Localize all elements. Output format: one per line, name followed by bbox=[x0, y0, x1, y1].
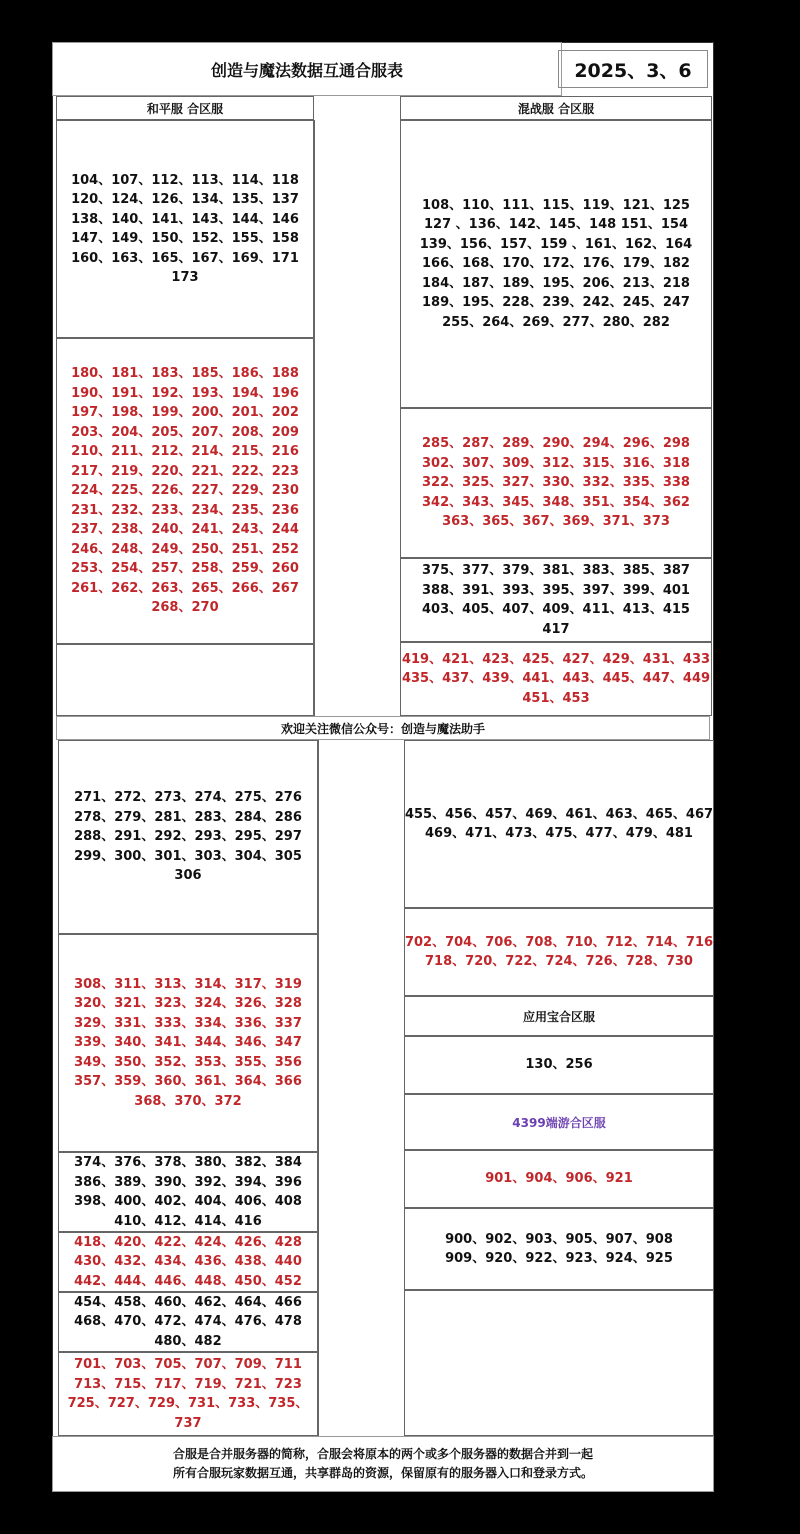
server-line: 231、232、233、234、235、236 bbox=[71, 502, 299, 518]
server-line: 468、470、472、474、476、478 bbox=[74, 1314, 302, 1330]
server-list bbox=[68, 1355, 309, 1433]
server-line: 430、432、434、436、438、440 bbox=[74, 1254, 302, 1270]
s4399-header: 4399端游合区服 bbox=[512, 1115, 606, 1130]
peace-bottom-block-1 bbox=[58, 740, 318, 934]
server-line: 725、727、729、731、733、735、 bbox=[67, 1396, 309, 1411]
peace-bottom-block-2 bbox=[58, 934, 318, 1152]
server-line: 268、270 bbox=[151, 600, 219, 616]
yyb-block bbox=[404, 1036, 714, 1094]
server-line: 173 bbox=[171, 270, 199, 285]
server-line: 480、482 bbox=[154, 1333, 222, 1349]
server-line: 718、720、722、724、726、728、730 bbox=[425, 954, 693, 969]
server-line: 322、325、327、330、332、335、338 bbox=[422, 475, 690, 491]
server-line: 701、703、705、707、709、711 bbox=[74, 1357, 302, 1372]
server-line: 374、376、378、380、382、384 bbox=[74, 1155, 302, 1170]
server-line: 386、389、390、392、394、396 bbox=[74, 1174, 302, 1190]
divider-line bbox=[314, 120, 315, 716]
server-line: 900、902、903、905、907、908 bbox=[445, 1231, 673, 1247]
server-line: 329、331、333、334、336、337 bbox=[74, 1015, 302, 1031]
server-line: 147、149、150、152、155、158 bbox=[71, 231, 299, 246]
server-list bbox=[485, 1169, 633, 1189]
war-bottom-block-1 bbox=[404, 740, 714, 908]
server-line: 104、107、112、113、114、118 bbox=[71, 172, 299, 188]
server-line: 403、405、407、409、411、413、415 bbox=[422, 602, 690, 617]
server-line: 375、377、379、381、383、385、387 bbox=[422, 563, 690, 578]
server-list bbox=[74, 975, 302, 1112]
server-line: 455、456、457、469、461、463、465、467 bbox=[404, 806, 714, 822]
s4399-blank-cell bbox=[404, 1290, 714, 1436]
server-line: 127 、136、142、145、148 151、154 bbox=[423, 217, 688, 233]
server-list bbox=[74, 1153, 302, 1231]
server-list bbox=[74, 1233, 302, 1292]
server-line: 454、458、460、462、464、466 bbox=[74, 1294, 302, 1310]
peace-bottom-block-5 bbox=[58, 1292, 318, 1352]
divider-line bbox=[318, 740, 319, 1436]
peace-top-block-3 bbox=[56, 644, 314, 716]
server-line: 160、163、165、167、169、171 bbox=[71, 250, 299, 266]
server-line: 388、391、393、395、397、399、401 bbox=[422, 582, 690, 598]
server-line: 120、124、126、134、135、137 bbox=[71, 192, 299, 207]
s4399-header-cell bbox=[404, 1094, 714, 1150]
server-line: 702、704、706、708、710、712、714、716 bbox=[404, 934, 714, 950]
server-line: 368、370、372 bbox=[134, 1093, 242, 1109]
war-header-cell bbox=[400, 96, 712, 120]
follow-text: 欢迎关注微信公众号：创造与魔法助手 bbox=[280, 721, 485, 736]
war-bottom-block-2 bbox=[404, 908, 714, 996]
footer-cell bbox=[52, 1436, 714, 1492]
server-line: 419、421、423、425、427、429、431、433 bbox=[401, 651, 711, 667]
server-line: 166、168、170、172、176、179、182 bbox=[422, 256, 690, 272]
peace-top-block-2 bbox=[56, 338, 314, 644]
war-top-block-1 bbox=[400, 120, 712, 408]
server-line: 189、195、228、239、242、245、247 bbox=[422, 295, 690, 311]
server-line: 130、256 bbox=[525, 1057, 593, 1073]
follow-banner bbox=[56, 716, 710, 740]
server-line: 253、254、257、258、259、260 bbox=[71, 561, 299, 577]
peace-top-block-1 bbox=[56, 120, 314, 338]
server-list bbox=[405, 933, 713, 972]
server-line: 339、340、341、344、346、347 bbox=[74, 1035, 302, 1051]
server-list bbox=[74, 1293, 302, 1352]
yyb-header-cell bbox=[404, 996, 714, 1036]
server-list bbox=[74, 788, 302, 886]
server-line: 190、191、192、193、194、196 bbox=[71, 385, 299, 401]
server-line: 306 bbox=[174, 868, 202, 884]
server-line: 342、343、345、348、351、354、362 bbox=[422, 494, 690, 510]
server-line: 357、359、360、361、364、366 bbox=[74, 1074, 302, 1090]
date-label: 2025、3、6 bbox=[574, 59, 692, 82]
war-header: 混战服 合区服 bbox=[517, 101, 595, 116]
server-line: 278、279、281、283、284、286 bbox=[74, 809, 302, 825]
server-line: 288、291、292、293、295、297 bbox=[74, 829, 302, 845]
server-list bbox=[71, 364, 299, 618]
server-line: 299、300、301、303、304、305 bbox=[74, 848, 302, 864]
yyb-header: 应用宝合区服 bbox=[522, 1009, 595, 1024]
war-top-block-3 bbox=[400, 558, 712, 642]
peace-bottom-block-3 bbox=[58, 1152, 318, 1232]
server-line: 320、321、323、324、326、328 bbox=[74, 996, 302, 1012]
server-line: 713、715、717、719、721、723 bbox=[74, 1376, 302, 1392]
server-line: 224、225、226、227、229、230 bbox=[71, 483, 299, 499]
server-line: 909、920、922、923、924、925 bbox=[445, 1251, 673, 1266]
server-line: 418、420、422、424、426、428 bbox=[74, 1234, 302, 1250]
server-line: 184、187、189、195、206、213、218 bbox=[422, 275, 690, 291]
server-line: 285、287、289、290、294、296、298 bbox=[422, 436, 690, 452]
server-line: 451、453 bbox=[522, 690, 590, 706]
peace-bottom-block-6 bbox=[58, 1352, 318, 1436]
peace-bottom-block-4 bbox=[58, 1232, 318, 1292]
footer-line-2: 所有合服玩家数据互通，共享群岛的资源，保留原有的服务器入口和登录方式。 bbox=[172, 1466, 593, 1480]
server-line: 442、444、446、448、450、452 bbox=[74, 1273, 302, 1289]
server-line: 180、181、183、185、186、188 bbox=[71, 366, 299, 382]
server-line: 210、211、212、214、215、216 bbox=[71, 444, 299, 460]
server-list bbox=[420, 196, 692, 333]
server-line: 138、140、141、143、144、146 bbox=[71, 211, 299, 227]
server-line: 261、262、263、265、266、267 bbox=[71, 580, 299, 596]
server-list bbox=[422, 561, 690, 639]
title-cell bbox=[52, 42, 562, 96]
server-line: 203、204、205、207、208、209 bbox=[71, 424, 299, 440]
server-line: 469、471、473、475、477、479、481 bbox=[425, 826, 693, 841]
server-list bbox=[525, 1055, 592, 1075]
server-line: 237、238、240、241、243、244 bbox=[71, 522, 299, 538]
server-line: 349、350、352、353、355、356 bbox=[74, 1054, 302, 1070]
server-line: 308、311、313、314、317、319 bbox=[74, 976, 302, 992]
server-line: 435、437、439、441、443、445、447、449 bbox=[401, 671, 711, 687]
server-line: 246、248、249、250、251、252 bbox=[71, 541, 299, 557]
server-list bbox=[405, 805, 713, 844]
footer-line-1: 合服是合并服务器的简称，合服会将原本的两个或多个服务器的数据合并到一起 bbox=[172, 1447, 593, 1461]
server-list bbox=[71, 171, 299, 288]
s4399-block-1 bbox=[404, 1150, 714, 1208]
server-line: 398、400、402、404、406、408 bbox=[74, 1194, 302, 1209]
server-line: 108、110、111、115、119、121、125 bbox=[422, 197, 690, 213]
merge-sheet bbox=[52, 42, 714, 1492]
page-title: 创造与魔法数据互通合服表 bbox=[210, 60, 403, 80]
server-list bbox=[445, 1230, 673, 1269]
server-line: 139、156、157、159 、161、162、164 bbox=[419, 236, 693, 252]
server-line: 737 bbox=[174, 1415, 202, 1431]
server-line: 271、272、273、274、275、276 bbox=[74, 790, 302, 806]
s4399-block-2 bbox=[404, 1208, 714, 1290]
server-line: 901、904、906、921 bbox=[485, 1171, 633, 1187]
server-list bbox=[422, 434, 690, 532]
war-top-block-2 bbox=[400, 408, 712, 558]
server-line: 217、219、220、221、222、223 bbox=[71, 463, 299, 479]
war-top-block-4 bbox=[400, 642, 712, 716]
server-line: 363、365、367、369、371、373 bbox=[442, 514, 670, 530]
date-cell bbox=[558, 50, 708, 88]
peace-header: 和平服 合区服 bbox=[146, 101, 224, 116]
server-line: 302、307、309、312、315、316、318 bbox=[422, 455, 690, 471]
server-line: 255、264、269、277、280、282 bbox=[442, 314, 670, 330]
server-line: 410、412、414、416 bbox=[114, 1213, 262, 1229]
server-list bbox=[402, 650, 710, 709]
peace-header-cell bbox=[56, 96, 314, 120]
server-line: 417 bbox=[542, 621, 570, 637]
server-line: 197、198、199、200、201、202 bbox=[71, 405, 299, 421]
